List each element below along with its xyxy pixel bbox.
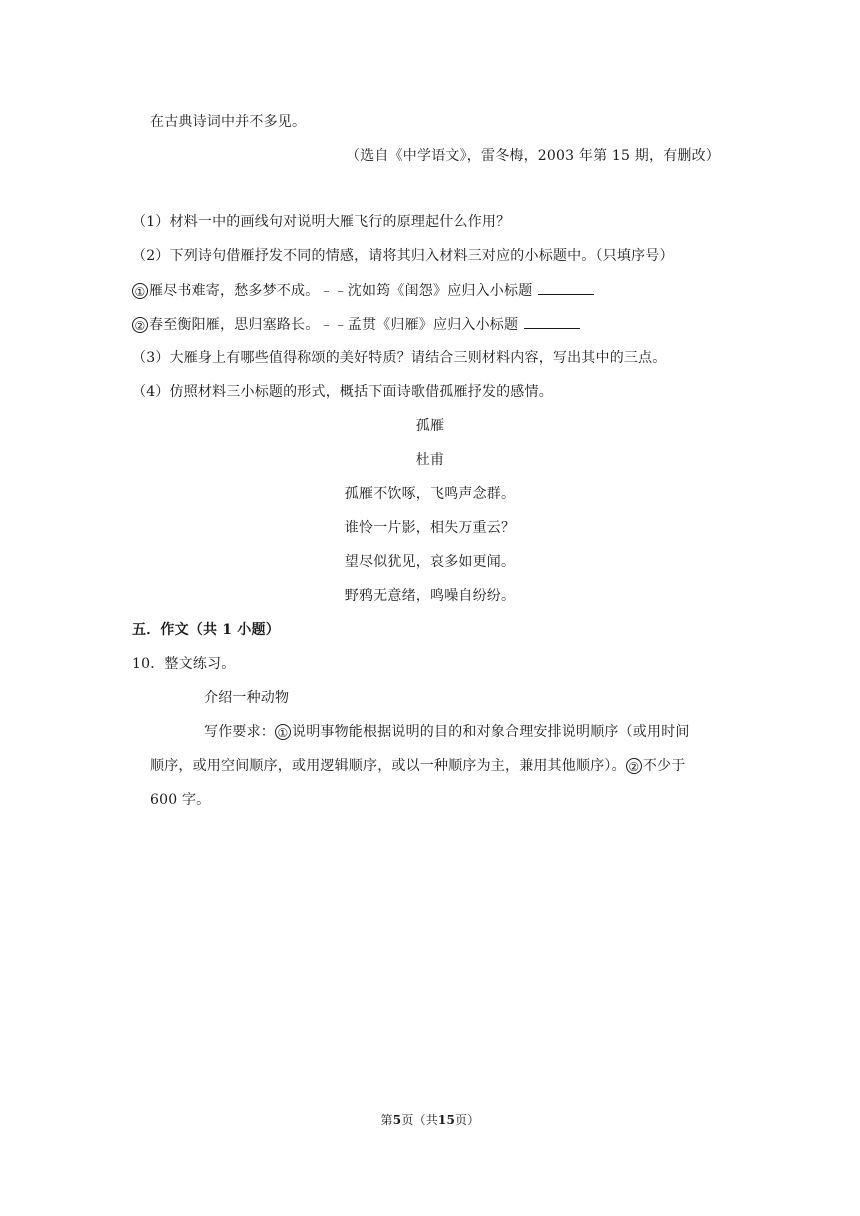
circled-number-2: ② <box>132 317 148 333</box>
poem-line-1: 孤雁不饮啄，飞鸣声念群。 <box>344 486 516 502</box>
page-footer <box>0 1110 860 1130</box>
footer-mid: 页（共 <box>401 1113 438 1127</box>
circled-number-2: ② <box>626 758 642 774</box>
requirement-text-2: 顺序，或用空间顺序，或用逻辑顺序，或以一种顺序为主，兼用其他顺序）。 <box>150 758 626 774</box>
requirement-text-1: 说明事物能根据说明的目的和对象合理安排说明顺序（或用时间 <box>292 724 690 740</box>
answer-blank-2[interactable] <box>524 314 580 329</box>
requirement-prefix: 写作要求： <box>204 724 275 740</box>
footer-suffix: 页） <box>455 1113 480 1127</box>
question-2-item-2 <box>132 314 580 335</box>
total-pages: 15 <box>437 1113 456 1127</box>
circled-number-1: ① <box>275 724 291 740</box>
question-1: （1）材料一中的画线句对说明大雁飞行的原理起什么作用？ <box>132 214 511 230</box>
page-number: 5 <box>392 1113 402 1127</box>
question-2: （2）下列诗句借雁抒发不同的情感，请将其归入材料三对应的小标题中。（只填序号） <box>132 248 674 264</box>
circled-number-1: ① <box>132 283 148 299</box>
requirement-text-2-tail: 不少于 <box>642 758 686 774</box>
question-3: （3）大雁身上有哪些值得称颂的美好特质？请结合三则材料内容，写出其中的三点。 <box>132 350 667 366</box>
poem-author: 杜甫 <box>415 452 445 468</box>
footer-prefix: 第 <box>380 1113 393 1127</box>
question-4: （4）仿照材料三小标题的形式，概括下面诗歌借孤雁抒发的感情。 <box>132 384 553 400</box>
writing-requirement-line-2 <box>150 756 685 776</box>
citation: （选自《中学语文》，雷冬梅，2003 年第 15 期，有删改） <box>346 148 720 164</box>
poem-title: 孤雁 <box>415 418 445 434</box>
question-2-item-2-text: 春至衡阳雁，思归塞路长。﹣﹣孟贯《归雁》应归入小标题 <box>149 317 519 333</box>
poem-line-4: 野鸦无意绪，鸣噪自纷纷。 <box>344 588 516 604</box>
section-5-heading: 五．作文（共 1 小题） <box>132 622 280 638</box>
essay-topic: 介绍一种动物 <box>204 690 290 706</box>
writing-requirement-line-3: 600 字。 <box>150 792 211 808</box>
passage-end-text: 在古典诗词中并不多见。 <box>150 114 307 130</box>
poem-line-3: 望尽似犹见，哀多如更闻。 <box>344 554 516 570</box>
question-10: 10．整文练习。 <box>132 656 236 672</box>
poem-line-2: 谁怜一片影，相失万重云？ <box>344 520 516 536</box>
question-2-item-1 <box>132 280 594 301</box>
answer-blank-1[interactable] <box>538 280 594 295</box>
question-2-item-1-text: 雁尽书难寄，愁多梦不成。﹣﹣沈如筠《闺怨》应归入小标题 <box>149 283 533 299</box>
writing-requirement-line-1 <box>204 722 690 742</box>
